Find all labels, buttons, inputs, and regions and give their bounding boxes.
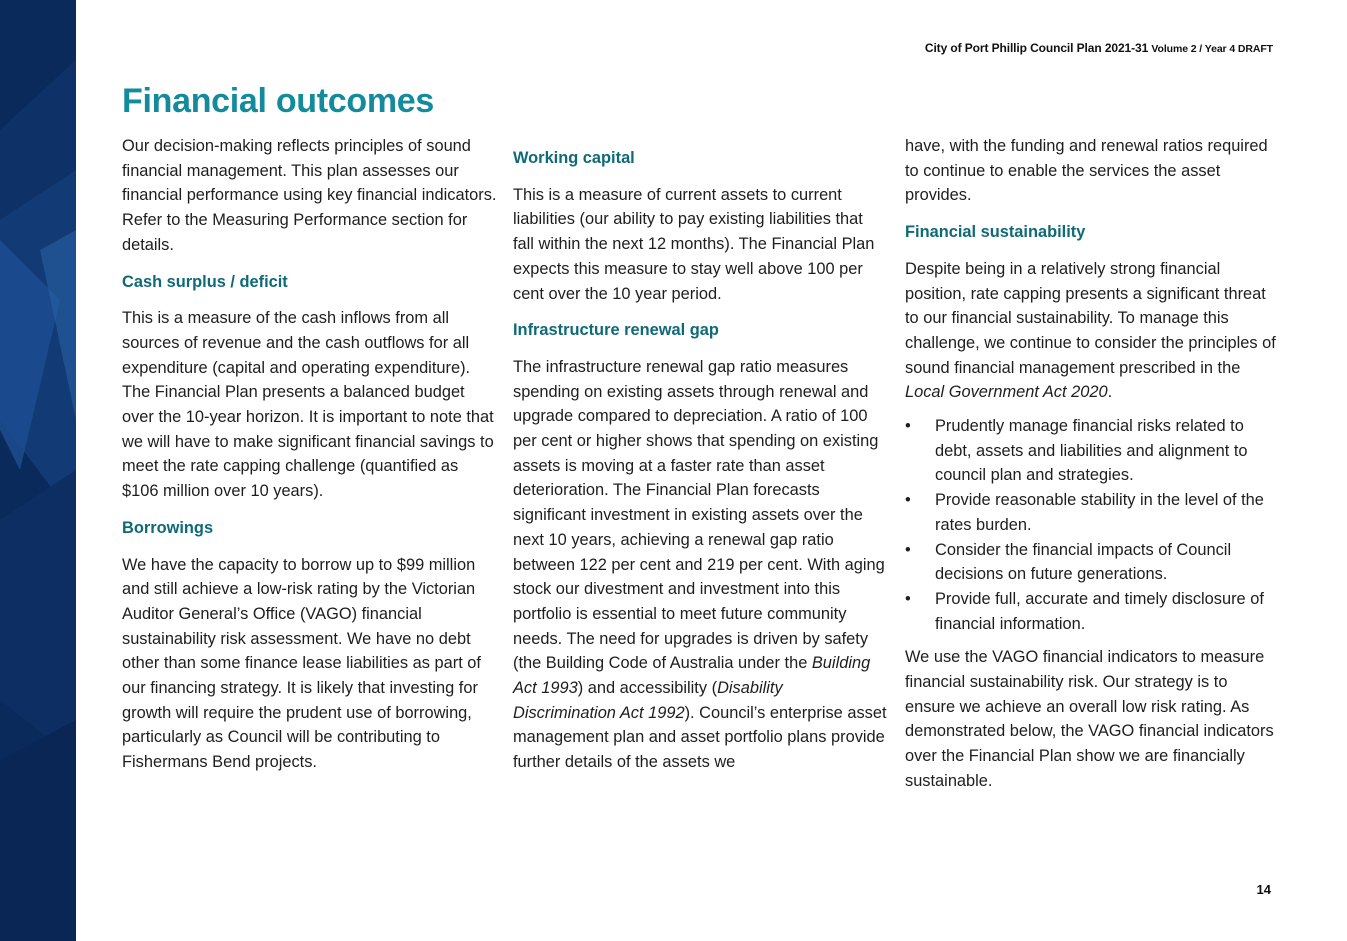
principles-list [905,414,1280,636]
fs-text-end: . [1107,383,1113,402]
column-3 [905,134,1280,806]
document-title: City of Port Phillip Council Plan 2021-31 [924,41,1149,55]
side-band-graphic [0,0,76,941]
continued-paragraph: have, with the funding and renewal ratios required to continue to enable the services the asset provides. [905,137,1268,205]
document-subtitle: Volume 2 / Year 4 DRAFT [1151,43,1273,55]
page-title: Financial outcomes [122,82,435,120]
closing-paragraph: We use the VAGO financial indicators to measure financial sustainability risk. Our strategy is to ensure we achieve an overall low risk rating. As demonstrated below, the VAGO financial indicators over the Financial Plan show we are financially sustainable. [905,648,1274,790]
list-item-text: Consider the financial impacts of Council decisions on future generations. [935,540,1232,584]
fs-text: Despite being in a relatively strong financial position, rate capping presents a significant threat to our financial sustainability. To manage this challenge, we continue to consider the principles of sound financial management prescribed in the [905,259,1276,377]
borrowings-paragraph: We have the capacity to borrow up to $99 million and still achieve a low-risk rating by the Victorian Auditor General’s Office (VAGO) financial sustainability risk assessment. We have no debt other than some finance lease liabilities as part of our financing strategy. It is likely that investing for growth will require the prudent use of borrowing, particularly as Council will be contributing to Fishermans Bend projects. [122,555,481,772]
list-item-text: Provide full, accurate and timely disclosure of financial information. [935,589,1264,633]
page-number: 14 [1256,882,1271,897]
working-capital-paragraph: This is a measure of current assets to current liabilities (our ability to pay existing liabilities that fall within the next 12 months). The Financial Plan expects this measure to stay well above 100 per cent over the 10 year period. [513,185,875,303]
column-1 [122,134,497,787]
financial-sustainability-paragraph [905,257,1280,405]
building-act-reference: Building Act 1993 [513,654,871,698]
bullet-icon: • [905,417,911,436]
list-item [905,488,1280,537]
list-item [905,538,1280,587]
running-header [925,41,1273,55]
irg-text-part-3: ). Council’s enterprise asset management plan and asset portfolio plans provide further details of the assets we [513,703,887,772]
intro-paragraph: Our decision-making reflects principles of sound financial management. This plan assesses our financial performance using key financial indicators. Refer to the Measuring Performance section for details. [122,137,497,254]
financial-sustainability-heading: Financial sustainability [905,223,1086,242]
cash-surplus-paragraph: This is a measure of the cash inflows from all sources of revenue and the cash outflows for all expenditure (capital and operating expenditure). The Financial Plan presents a balanced budget over the 10-year horizon. It is important to note that we will have to make significant financial savings to meet the rate capping challenge (quantified as $106 million over 10 years). [122,309,494,501]
column-2 [513,146,888,787]
list-item [905,414,1280,488]
infrastructure-renewal-gap-heading: Infrastructure renewal gap [513,321,719,340]
list-item [905,587,1280,636]
list-item-text: Prudently manage financial risks related to debt, assets and liabilities and alignment to council plan and strategies. [935,417,1248,485]
irg-text-part-2: ) and accessibility ( [577,679,718,698]
borrowings-heading: Borrowings [122,518,214,537]
infrastructure-renewal-gap-paragraph [513,355,888,775]
decorative-side-band [0,0,76,941]
bullet-icon: • [905,491,911,510]
local-government-act-reference: Local Government Act 2020 [905,383,1108,402]
cash-surplus-heading: Cash surplus / deficit [122,272,288,291]
disability-act-reference: Disability Discrimination Act 1992 [513,679,783,722]
irg-text-part-1: The infrastructure renewal gap ratio measures spending on existing assets through renewal and upgrade compared to depreciation. A ratio of 100 per cent or higher shows that spending on existing assets is moving at a faster rate than asset deterioration. The Financial Plan forecasts significant investment in existing assets over the next 10 years, achieving a renewal gap ratio between 122 per cent and 219 per cent. With aging stock our divestment and investment into this portfolio is essential to meet future community needs. The need for upgrades is driven by safety (the Building Code of Australia under the [513,357,885,673]
working-capital-heading: Working capital [513,149,635,167]
bullet-icon: • [905,589,911,608]
bullet-icon: • [905,540,911,559]
list-item-text: Provide reasonable stability in the level of the rates burden. [935,491,1264,534]
